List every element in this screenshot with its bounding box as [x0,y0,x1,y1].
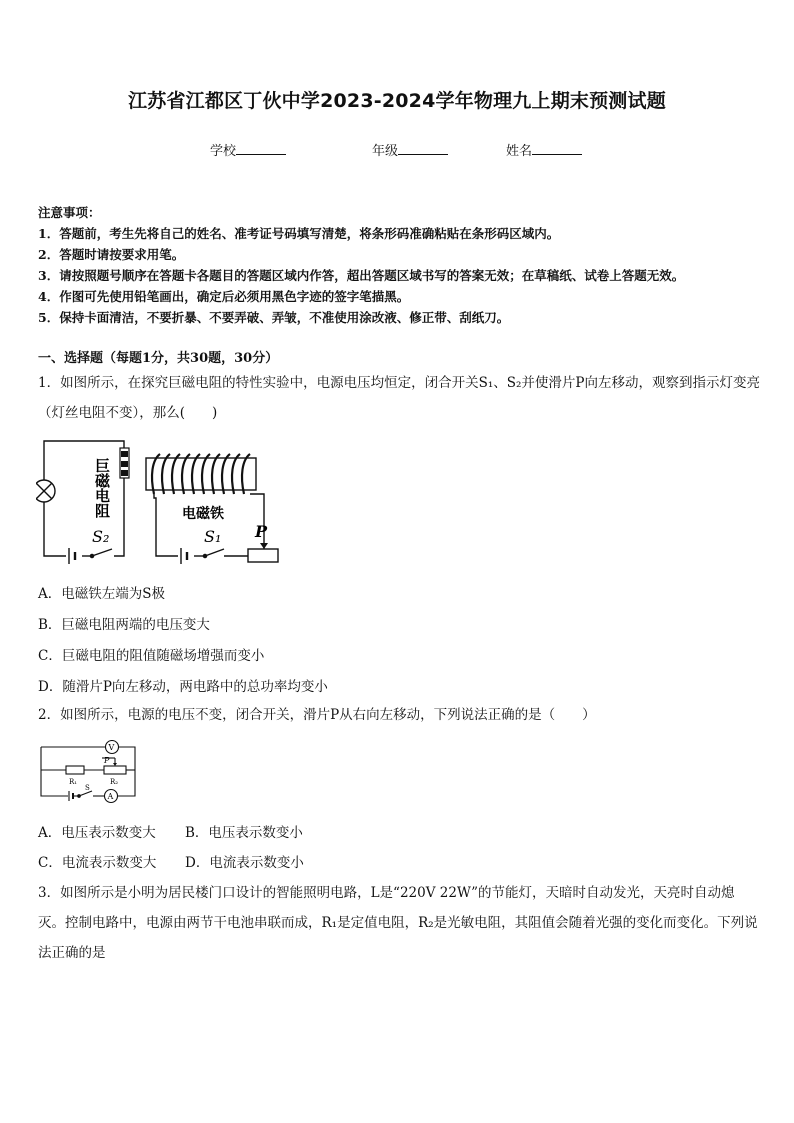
notice-item: 2．答题时请按要求用笔。 [38,247,185,262]
resistor-r2 [104,766,126,774]
slider-arrow-icon [260,543,268,549]
name-field [506,140,582,159]
question-2-option-c[interactable]: C．电流表示数变大 [38,855,157,871]
school-label: 学校 [210,144,237,159]
question-2-option-b[interactable]: B．电压表示数变小 [185,825,303,841]
school-blank[interactable] [236,142,286,155]
question-1-option-c[interactable]: C．巨磁电阻的阻值随磁场增强而变小 [38,648,265,664]
notice-item: 5．保持卡面清洁，不要折暴、不要弄破、弄皱，不准使用涂改液、修正带、刮纸刀。 [38,310,510,325]
notice-heading: 注意事项： [38,205,101,220]
grade-blank[interactable] [398,142,448,155]
r1-label: R₁ [69,778,78,786]
question-1-option-d[interactable]: D．随滑片P向左移动，两电路中的总功率均变小 [38,679,328,695]
grade-field [372,140,448,159]
p-label: P [104,756,110,765]
resistor-r1 [66,766,84,774]
s1-label: S₁ [204,527,222,546]
s-label: S [85,784,90,792]
notice-item: 3．请按照题号顺序在答题卡各题目的答题区域内作答，超出答题区域书写的答案无效；在草稿纸、试卷上答题无效。 [38,268,685,283]
notice-item: 4．作图可先使用铅笔画出，确定后必须用黑色字迹的签字笔描黑。 [38,289,410,304]
question-2-option-d[interactable]: D．电流表示数变小 [185,855,304,871]
r2-label: R₂ [110,778,119,786]
electromagnet-label: 电磁铁 [182,506,224,522]
question-2-option-a[interactable]: A．电压表示数变大 [38,825,156,841]
question-1-option-a[interactable]: A．电磁铁左端为S极 [38,586,165,602]
ammeter-label: A [107,792,114,801]
grade-label: 年级 [372,144,399,159]
voltmeter-label: V [108,743,115,752]
name-blank[interactable] [532,142,582,155]
question-2-stem: 2．如图所示，电源的电压不变，闭合开关，滑片P从右向左移动，下列说法正确的是（ ） [38,707,596,723]
rheostat [248,549,278,562]
school-field [210,140,286,159]
question-3-stem: 3．如图所示是小明为居民楼门口设计的智能照明电路，L是“220V 22W”的节能灯，天暗时自动发光，天亮时自动熄灭。控制电路中，电源由两节干电池串联而成，R₁是定值电阻，R₂是光敏电阻，其阻值会随着光强的变化而变化。下列说法正确的是 [38,885,758,961]
section-heading: 一、选择题（每题1分，共30题，30分） [38,351,279,366]
question-1-figure [36,436,286,566]
question-2-figure [38,740,142,804]
s2-label: S₂ [92,527,110,546]
page-title: 江苏省江都区丁伙中学2023-2024学年物理九上期末预测试题 [128,90,666,112]
gmr-label-char: 巨磁电阻 [93,458,111,518]
question-1-stem: 1．如图所示，在探究巨磁电阻的特性实验中，电源电压均恒定，闭合开关S₁、S₂并使滑片P向左移动，观察到指示灯变亮（灯丝电阻不变），那么( ) [38,375,760,421]
p-label: P [255,522,268,541]
notice-item: 1．答题前，考生先将自己的姓名、准考证号码填写清楚，将条形码准确粘贴在条形码区域内。 [38,226,560,241]
question-1-option-b[interactable]: B．巨磁电阻两端的电压变大 [38,617,210,633]
name-label: 姓名 [506,144,533,159]
